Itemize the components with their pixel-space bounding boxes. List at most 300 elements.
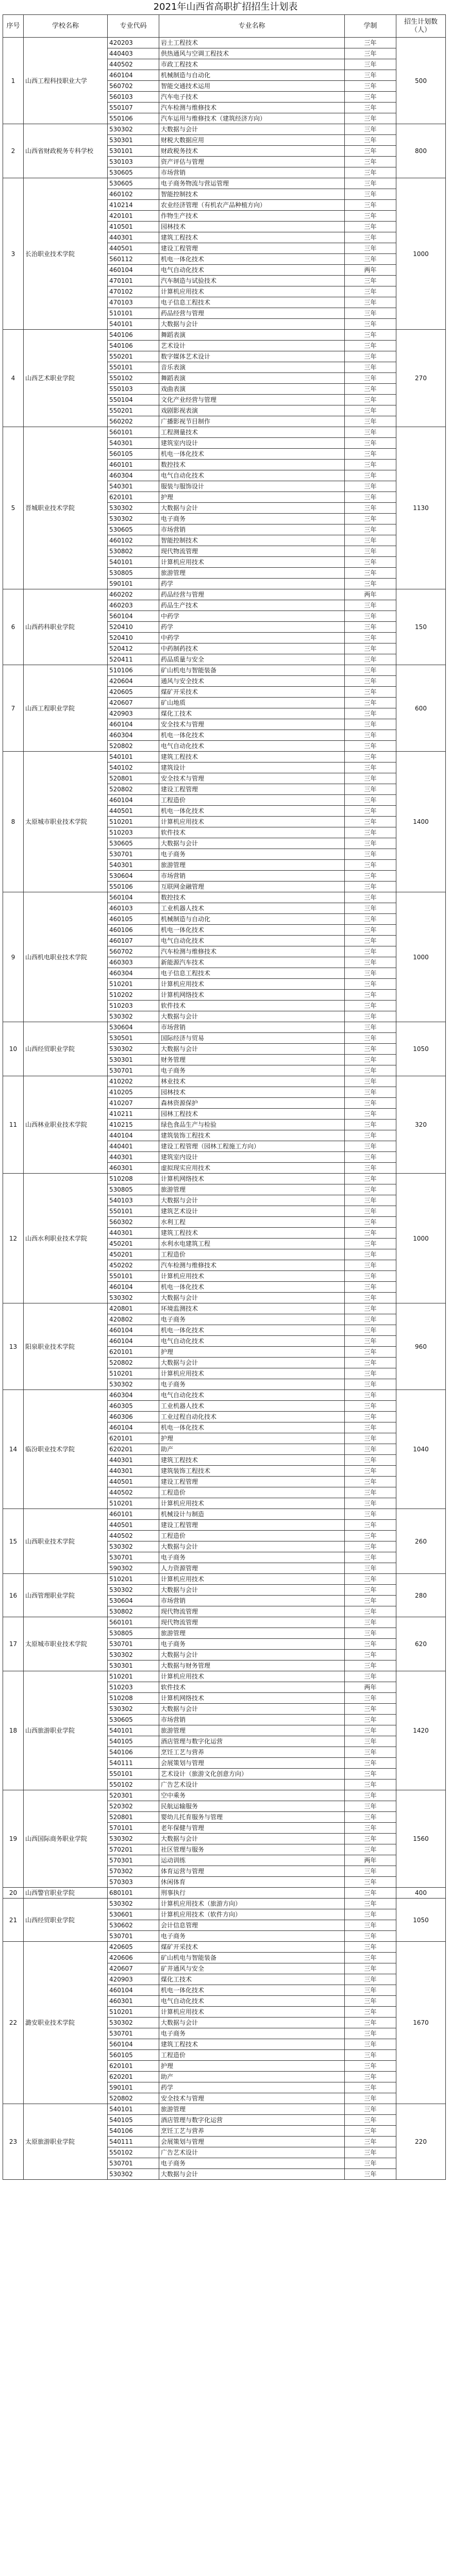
- major-code: 530701: [108, 849, 159, 860]
- major-name: 广播影视节目制作: [159, 416, 345, 427]
- major-name: 广告艺术设计: [159, 2147, 345, 2158]
- duration: 三年: [345, 178, 396, 189]
- major-name: 矿山机电与智能装备: [159, 1953, 345, 1963]
- major-name: 作物生产技术: [159, 211, 345, 222]
- major-name: 建设工程管理（园林工程施工方向）: [159, 1141, 345, 1152]
- duration: 三年: [345, 92, 396, 103]
- duration: 三年: [345, 1888, 396, 1899]
- major-code: 440104: [108, 1130, 159, 1141]
- major-code: 470101: [108, 276, 159, 286]
- major-name: 建筑工程技术: [159, 1228, 345, 1239]
- major-code: 460104: [108, 1985, 159, 1996]
- major-name: 护理: [159, 1347, 345, 1358]
- table-row: [3, 1076, 446, 1087]
- major-code: 460104: [108, 1422, 159, 1433]
- major-code: 530605: [108, 524, 159, 535]
- major-name: 机械制造与自动化: [159, 914, 345, 925]
- school-name: 晋城职业技术学院: [24, 427, 108, 589]
- major-name: 机电一体化技术: [159, 1422, 345, 1433]
- table-row: [3, 1303, 446, 1314]
- major-code: 530805: [108, 1628, 159, 1639]
- major-code: 520410: [108, 622, 159, 633]
- duration: 三年: [345, 308, 396, 319]
- duration: 三年: [345, 1520, 396, 1531]
- major-code: 550102: [108, 373, 159, 384]
- major-name: 园林工程技术: [159, 1109, 345, 1120]
- major-code: 550106: [108, 882, 159, 892]
- major-name: 大数据与会计: [159, 1195, 345, 1206]
- major-code: 570301: [108, 1855, 159, 1866]
- major-code: 520801: [108, 1812, 159, 1823]
- major-code: 540106: [108, 1747, 159, 1758]
- major-name: 林业技术: [159, 1076, 345, 1087]
- major-code: 460104: [108, 795, 159, 806]
- major-code: 410207: [108, 1098, 159, 1109]
- major-name: 机电一体化技术: [159, 1325, 345, 1336]
- duration: 三年: [345, 762, 396, 773]
- school-name: 山西经贸职业学院: [24, 1899, 108, 1942]
- duration: 三年: [345, 914, 396, 925]
- major-name: 计算机应用技术: [159, 1498, 345, 1509]
- major-name: 大数据与会计: [159, 2169, 345, 2180]
- major-code: 540101: [108, 319, 159, 330]
- duration: 三年: [345, 514, 396, 524]
- duration: 三年: [345, 1844, 396, 1855]
- duration: 三年: [345, 427, 396, 438]
- major-name: 戏剧影视表演: [159, 405, 345, 416]
- major-code: 550104: [108, 395, 159, 405]
- major-name: 市场营销: [159, 524, 345, 535]
- school-quota: 220: [396, 2104, 446, 2180]
- duration: 三年: [345, 1422, 396, 1433]
- duration: 三年: [345, 1498, 396, 1509]
- school-quota: 800: [396, 124, 446, 178]
- duration: 三年: [345, 2028, 396, 2039]
- major-code: 520411: [108, 654, 159, 665]
- duration: 三年: [345, 1736, 396, 1747]
- duration: 三年: [345, 1541, 396, 1552]
- major-name: 森林资源保护: [159, 1098, 345, 1109]
- major-code: 460304: [108, 1390, 159, 1401]
- major-name: 汽车运用与维修技术（建筑经济方向）: [159, 113, 345, 124]
- major-name: 药学: [159, 622, 345, 633]
- major-name: 大数据与会计: [159, 1585, 345, 1596]
- major-name: 电子商务: [159, 1639, 345, 1650]
- major-code: 550103: [108, 384, 159, 395]
- major-name: 工程造价: [159, 795, 345, 806]
- major-code: 620101: [108, 1433, 159, 1444]
- duration: 三年: [345, 481, 396, 492]
- major-name: 新能源汽车技术: [159, 957, 345, 968]
- school-quota: 620: [396, 1617, 446, 1671]
- major-code: 520802: [108, 2093, 159, 2104]
- school-quota: 1130: [396, 427, 446, 589]
- school-serial: 19: [3, 1790, 24, 1888]
- duration: 三年: [345, 254, 396, 265]
- header-serial: 序号: [3, 15, 24, 38]
- duration: 三年: [345, 946, 396, 957]
- major-code: 440401: [108, 1141, 159, 1152]
- school-name: 长治职业技术学院: [24, 178, 108, 330]
- school-quota: 270: [396, 330, 446, 427]
- duration: 三年: [345, 189, 396, 200]
- major-code: 410205: [108, 1087, 159, 1098]
- school-name: 太原城市职业技术学院: [24, 752, 108, 892]
- duration: 三年: [345, 1639, 396, 1650]
- table-row: [3, 124, 446, 135]
- duration: 三年: [345, 405, 396, 416]
- major-name: 工业机器人技术: [159, 1401, 345, 1412]
- duration: 三年: [345, 611, 396, 622]
- school-quota: 1670: [396, 1942, 446, 2104]
- major-name: 机械制造与自动化: [159, 70, 345, 81]
- school-serial: 17: [3, 1617, 24, 1671]
- duration: 三年: [345, 1044, 396, 1055]
- major-code: 560104: [108, 892, 159, 903]
- major-code: 540101: [108, 752, 159, 762]
- table-row: [3, 38, 446, 48]
- school-serial: 6: [3, 589, 24, 665]
- duration: 三年: [345, 990, 396, 1001]
- major-name: 戏曲表演: [159, 384, 345, 395]
- major-name: 建设工程管理: [159, 1520, 345, 1531]
- duration: 三年: [345, 1109, 396, 1120]
- major-name: 休闲体育: [159, 1877, 345, 1888]
- major-code: 530605: [108, 1715, 159, 1725]
- table-row: [3, 1390, 446, 1401]
- school-name: 山西林业职业技术学院: [24, 1076, 108, 1174]
- duration: 三年: [345, 546, 396, 557]
- table-row: [3, 1790, 446, 1801]
- duration: 三年: [345, 968, 396, 979]
- duration: 三年: [345, 1401, 396, 1412]
- school-serial: 5: [3, 427, 24, 589]
- major-name: 汽车检测与维修技术: [159, 946, 345, 957]
- major-code: 520801: [108, 773, 159, 784]
- duration: 三年: [345, 395, 396, 405]
- major-code: 530604: [108, 1596, 159, 1606]
- duration: 三年: [345, 633, 396, 643]
- duration: 三年: [345, 70, 396, 81]
- duration: 三年: [345, 654, 396, 665]
- major-name: 煤矿开采技术: [159, 687, 345, 698]
- major-name: 计算机应用技术: [159, 1671, 345, 1682]
- major-name: 电气自动化技术: [159, 265, 345, 276]
- duration: 三年: [345, 211, 396, 222]
- major-name: 市政工程技术: [159, 59, 345, 70]
- duration: 三年: [345, 1617, 396, 1628]
- major-name: 刑事执行: [159, 1888, 345, 1899]
- duration: 三年: [345, 449, 396, 460]
- major-name: 计算机应用技术: [159, 817, 345, 827]
- major-name: 煤化工技术: [159, 708, 345, 719]
- duration: 三年: [345, 146, 396, 157]
- duration: 三年: [345, 708, 396, 719]
- major-code: 460102: [108, 535, 159, 546]
- major-name: 市场营销: [159, 1596, 345, 1606]
- duration: 三年: [345, 124, 396, 135]
- major-name: 智能交通技术运用: [159, 81, 345, 92]
- major-name: 艺术设计（旅游文化创意方向）: [159, 1769, 345, 1780]
- major-name: 护理: [159, 1433, 345, 1444]
- school-serial: 11: [3, 1076, 24, 1174]
- duration: 三年: [345, 1563, 396, 1574]
- major-code: 530701: [108, 1931, 159, 1942]
- major-code: 460304: [108, 470, 159, 481]
- duration: 三年: [345, 416, 396, 427]
- major-code: 560105: [108, 2050, 159, 2061]
- school-name: 太原城市职业技术学院: [24, 1617, 108, 1671]
- duration: 三年: [345, 2050, 396, 2061]
- major-name: 环境监测技术: [159, 1303, 345, 1314]
- table-row: [3, 1942, 446, 1953]
- school-quota: 1050: [396, 1899, 446, 1942]
- major-code: 450201: [108, 1249, 159, 1260]
- major-name: 计算机网络技术: [159, 990, 345, 1001]
- major-code: 560103: [108, 92, 159, 103]
- major-name: 广告艺术设计: [159, 1780, 345, 1790]
- major-code: 540105: [108, 2115, 159, 2126]
- major-name: 中药学: [159, 611, 345, 622]
- major-code: 440501: [108, 243, 159, 254]
- major-code: 420802: [108, 1314, 159, 1325]
- school-serial: 2: [3, 124, 24, 178]
- school-name: 山西机电职业技术学院: [24, 892, 108, 1022]
- major-name: 绿色食品生产与检验: [159, 1120, 345, 1130]
- school-serial: 15: [3, 1509, 24, 1574]
- major-name: 软件技术: [159, 827, 345, 838]
- duration: 三年: [345, 1271, 396, 1282]
- major-name: 安全技术与管理: [159, 2093, 345, 2104]
- duration: 三年: [345, 157, 396, 167]
- major-code: 420903: [108, 1974, 159, 1985]
- major-code: 530302: [108, 124, 159, 135]
- major-code: 420203: [108, 38, 159, 48]
- major-name: 数字媒体艺术设计: [159, 351, 345, 362]
- school-quota: 1000: [396, 892, 446, 1022]
- major-name: 通风与安全技术: [159, 676, 345, 687]
- duration: 三年: [345, 806, 396, 817]
- major-code: 460107: [108, 936, 159, 946]
- header-school-name: 学校名称: [24, 15, 108, 38]
- duration: 三年: [345, 1769, 396, 1780]
- duration: 三年: [345, 1574, 396, 1585]
- major-name: 烹饪工艺与营养: [159, 2126, 345, 2137]
- duration: 三年: [345, 492, 396, 503]
- major-name: 艺术设计: [159, 341, 345, 351]
- duration: 三年: [345, 1347, 396, 1358]
- major-code: 510201: [108, 2007, 159, 2018]
- major-code: 540101: [108, 2104, 159, 2115]
- major-name: 电气自动化技术: [159, 741, 345, 752]
- major-code: 510208: [108, 1174, 159, 1184]
- major-name: 空中乘务: [159, 1790, 345, 1801]
- duration: 三年: [345, 719, 396, 730]
- major-code: 520412: [108, 643, 159, 654]
- table-row: [3, 330, 446, 341]
- duration: 三年: [345, 167, 396, 178]
- duration: 三年: [345, 373, 396, 384]
- duration: 三年: [345, 1693, 396, 1704]
- enrollment-plan-table: [3, 14, 446, 2180]
- major-name: 电子商务: [159, 1314, 345, 1325]
- duration: 三年: [345, 2093, 396, 2104]
- duration: 三年: [345, 297, 396, 308]
- school-name: 山西警官职业学院: [24, 1888, 108, 1899]
- major-code: 530103: [108, 157, 159, 167]
- major-name: 护理: [159, 492, 345, 503]
- major-name: 旅游管理: [159, 1628, 345, 1639]
- major-code: 460105: [108, 914, 159, 925]
- duration: 三年: [345, 2007, 396, 2018]
- major-code: 510106: [108, 665, 159, 676]
- duration: 三年: [345, 2061, 396, 2072]
- major-code: 560101: [108, 1617, 159, 1628]
- major-code: 590302: [108, 1563, 159, 1574]
- major-code: 530602: [108, 1920, 159, 1931]
- major-code: 410215: [108, 1120, 159, 1130]
- major-code: 530501: [108, 1033, 159, 1044]
- table-row: [3, 1888, 446, 1899]
- major-code: 440501: [108, 1520, 159, 1531]
- duration: 三年: [345, 979, 396, 990]
- major-name: 药品质量与安全: [159, 654, 345, 665]
- header-duration: 学制: [345, 15, 396, 38]
- major-code: 560101: [108, 427, 159, 438]
- duration: 三年: [345, 2126, 396, 2137]
- major-code: 550101: [108, 1271, 159, 1282]
- major-code: 550101: [108, 1769, 159, 1780]
- duration: 三年: [345, 1141, 396, 1152]
- duration: 三年: [345, 1704, 396, 1715]
- major-name: 计算机应用技术: [159, 557, 345, 568]
- major-code: 440502: [108, 59, 159, 70]
- duration: 三年: [345, 276, 396, 286]
- major-name: 数控技术: [159, 892, 345, 903]
- school-serial: 18: [3, 1671, 24, 1790]
- school-name: 山西工程职业学院: [24, 665, 108, 752]
- major-code: 510201: [108, 979, 159, 990]
- duration: 三年: [345, 849, 396, 860]
- major-code: 460104: [108, 1336, 159, 1347]
- major-code: 440501: [108, 1477, 159, 1487]
- school-name: 山西艺术职业学院: [24, 330, 108, 427]
- table-row: [3, 1022, 446, 1033]
- major-name: 运动训练: [159, 1855, 345, 1866]
- major-code: 530302: [108, 1044, 159, 1055]
- duration: 两年: [345, 589, 396, 600]
- duration: 三年: [345, 103, 396, 113]
- duration: 三年: [345, 1120, 396, 1130]
- major-code: 540111: [108, 1758, 159, 1769]
- major-code: 420605: [108, 687, 159, 698]
- major-name: 软件技术: [159, 1682, 345, 1693]
- major-name: 音乐表演: [159, 362, 345, 373]
- major-code: 560112: [108, 254, 159, 265]
- major-name: 煤矿开采技术: [159, 1942, 345, 1953]
- major-name: 虚拟现实应用技术: [159, 1163, 345, 1174]
- major-name: 会展策划与管理: [159, 1758, 345, 1769]
- major-code: 530302: [108, 514, 159, 524]
- duration: 三年: [345, 871, 396, 882]
- major-name: 电气自动化技术: [159, 1996, 345, 2007]
- header-quota: 招生计划数（人）: [396, 15, 446, 38]
- school-quota: 260: [396, 1509, 446, 1574]
- major-name: 药品经营与管理: [159, 308, 345, 319]
- duration: 三年: [345, 1790, 396, 1801]
- duration: 三年: [345, 1877, 396, 1888]
- school-name: 阳泉职业技术学院: [24, 1303, 108, 1390]
- major-code: 440301: [108, 1466, 159, 1477]
- duration: 三年: [345, 2169, 396, 2180]
- major-name: 机电一体化技术: [159, 254, 345, 265]
- major-name: 电子商务: [159, 2158, 345, 2169]
- major-name: 现代物流管理: [159, 546, 345, 557]
- duration: 三年: [345, 1336, 396, 1347]
- major-code: 460101: [108, 460, 159, 470]
- major-name: 安全技术与管理: [159, 773, 345, 784]
- major-name: 电子商务: [159, 1065, 345, 1076]
- major-name: 体育运营与管理: [159, 1866, 345, 1877]
- duration: 三年: [345, 438, 396, 449]
- major-name: 建筑室内设计: [159, 438, 345, 449]
- table-row: [3, 1509, 446, 1520]
- school-quota: 280: [396, 1574, 446, 1617]
- duration: 三年: [345, 1184, 396, 1195]
- duration: 三年: [345, 860, 396, 871]
- major-code: 470103: [108, 297, 159, 308]
- major-name: 电气自动化技术: [159, 1390, 345, 1401]
- major-name: 农业经济管理（有机农产品种植方向）: [159, 200, 345, 211]
- major-name: 护理: [159, 2061, 345, 2072]
- table-body: [3, 38, 446, 2180]
- school-quota: 1040: [396, 1390, 446, 1509]
- duration: 三年: [345, 1001, 396, 1011]
- major-code: 460104: [108, 719, 159, 730]
- major-name: 资产评估与管理: [159, 157, 345, 167]
- major-name: 岩土工程技术: [159, 38, 345, 48]
- major-code: 540301: [108, 481, 159, 492]
- major-code: 530604: [108, 871, 159, 882]
- duration: 三年: [345, 222, 396, 232]
- major-name: 建筑艺术设计: [159, 1206, 345, 1217]
- school-quota: 500: [396, 38, 446, 124]
- major-code: 510201: [108, 1574, 159, 1585]
- major-code: 570303: [108, 1877, 159, 1888]
- major-name: 旅游管理: [159, 860, 345, 871]
- major-code: 550102: [108, 1780, 159, 1790]
- major-code: 530301: [108, 1055, 159, 1065]
- duration: 三年: [345, 936, 396, 946]
- major-code: 540106: [108, 330, 159, 341]
- duration: 三年: [345, 1650, 396, 1660]
- major-code: 540102: [108, 762, 159, 773]
- duration: 三年: [345, 1412, 396, 1422]
- duration: 三年: [345, 1358, 396, 1368]
- major-code: 440301: [108, 232, 159, 243]
- school-name: 山西药科职业学院: [24, 589, 108, 665]
- duration: 三年: [345, 286, 396, 297]
- duration: 三年: [345, 1823, 396, 1834]
- major-name: 机电一体化技术: [159, 925, 345, 936]
- major-code: 410214: [108, 200, 159, 211]
- school-quota: 1420: [396, 1671, 446, 1790]
- major-code: 560702: [108, 81, 159, 92]
- duration: 三年: [345, 1812, 396, 1823]
- major-code: 530101: [108, 146, 159, 157]
- major-name: 药学: [159, 579, 345, 589]
- major-name: 老年保健与管理: [159, 1823, 345, 1834]
